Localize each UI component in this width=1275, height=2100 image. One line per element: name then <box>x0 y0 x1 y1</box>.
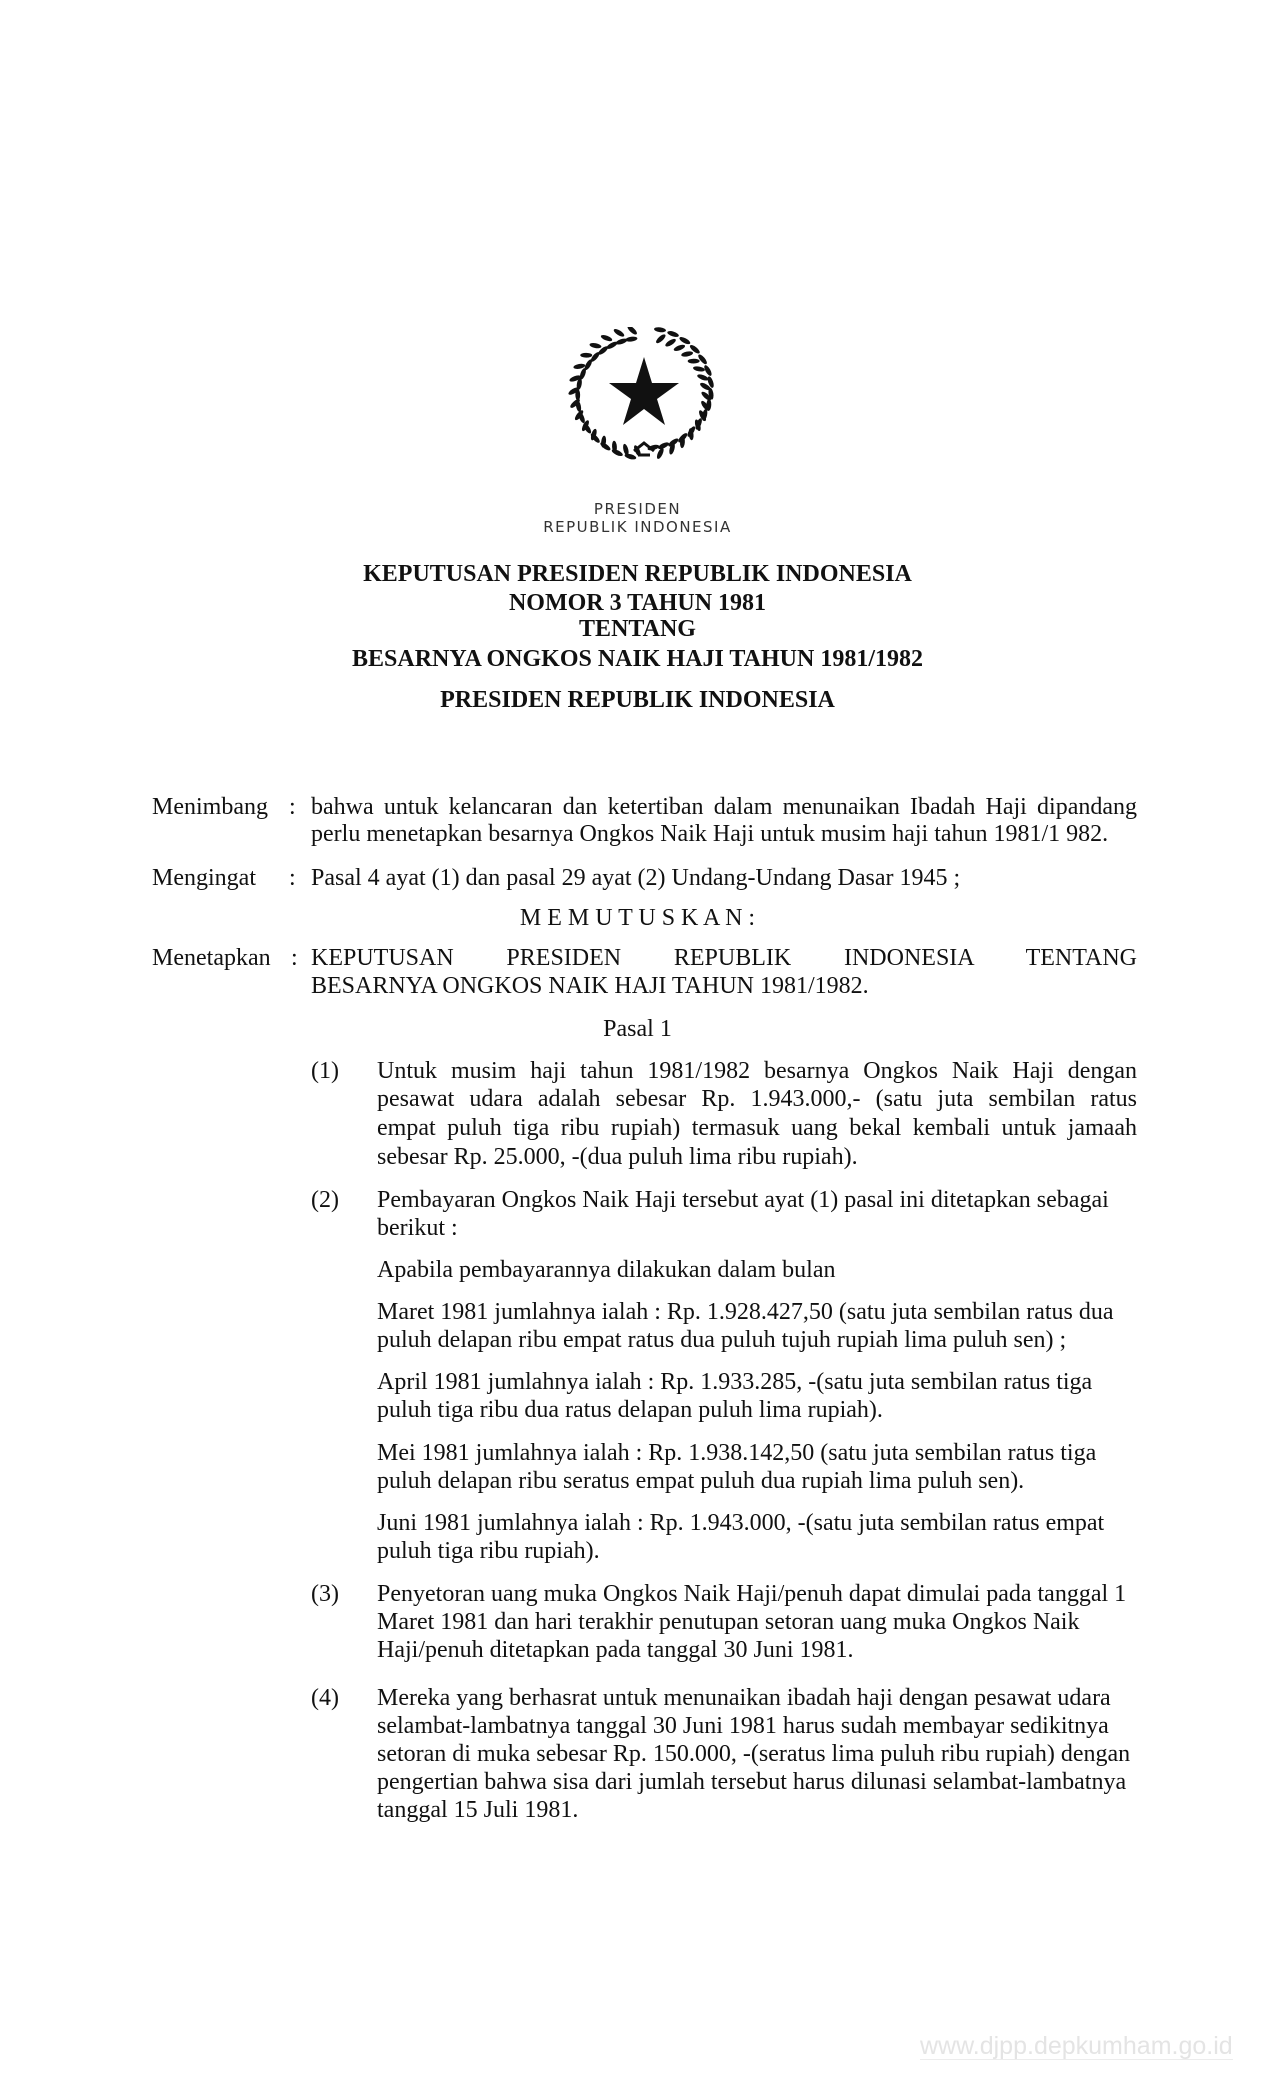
schedule-april-line: puluh tiga ribu dua ratus delapan puluh lima rupiah). <box>377 1397 883 1423</box>
title-line-2: NOMOR 3 TAHUN 1981 <box>508 590 767 616</box>
wreath-leaf <box>667 330 680 338</box>
ayat-3-number: (3) <box>311 1581 339 1607</box>
ayat-3-line: Penyetoran uang muka Ongkos Naik Haji/penuh dapat dimulai pada tanggal 1 <box>377 1581 1127 1607</box>
mengingat-text-line: Pasal 4 ayat (1) dan pasal 29 ayat (2) Undang-Undang Dasar 1945 ; <box>311 865 961 891</box>
ayat-1-line: sebesar Rp. 25.000, -(dua puluh lima ribu rupiah). <box>377 1144 858 1170</box>
ayat-4-line: Mereka yang berhasrat untuk menunaikan ibadah haji dengan pesawat udara <box>377 1685 1111 1711</box>
ayat-1-line: Untuk musim haji tahun 1981/1982 besarnya Ongkos Naik Haji dengan <box>377 1058 1137 1084</box>
ayat-1-line: pesawat udara adalah sebesar Rp. 1.943.000,- (satu juta sembilan ratus <box>377 1086 1137 1112</box>
wreath-leaf <box>678 336 691 346</box>
wreath-leaf <box>673 343 686 352</box>
menetapkan-text-line: BESARNYA ONGKOS NAIK HAJI TAHUN 1981/1982. <box>311 973 869 999</box>
seal-caption-line-2: REPUBLIK INDONESIA <box>543 518 732 536</box>
wreath-leaf <box>580 353 592 358</box>
ayat-1-number: (1) <box>311 1058 339 1084</box>
wreath-leaf <box>600 334 613 343</box>
ayat-3-line: Haji/penuh ditetapkan pada tanggal 30 Juni 1981. <box>377 1637 854 1663</box>
schedule-mei-line: puluh delapan ribu seratus empat puluh dua rupiah lima puluh sen). <box>377 1468 1025 1494</box>
ayat-4-line: setoran di muka sebesar Rp. 150.000, -(seratus lima puluh ribu rupiah) dengan <box>377 1741 1131 1767</box>
watermark-link: www.djpp.depkumham.go.id <box>920 2032 1233 2060</box>
menimbang-colon: : <box>289 794 296 820</box>
title-line-3: TENTANG <box>579 616 696 642</box>
wreath-leaf <box>654 327 667 333</box>
wreath-leaf <box>626 327 638 336</box>
title-line-4: BESARNYA ONGKOS NAIK HAJI TAHUN 1981/1982 <box>352 646 923 672</box>
wreath-leaf <box>664 337 677 347</box>
wreath-leaf <box>693 366 706 373</box>
title-line-1: KEPUTUSAN PRESIDEN REPUBLIK INDONESIA <box>363 561 912 587</box>
mengingat-colon: : <box>289 865 296 891</box>
wreath-leaf <box>688 359 700 364</box>
star-icon <box>609 357 679 425</box>
ayat-4-line: tanggal 15 Juli 1981. <box>377 1797 579 1823</box>
schedule-mei-line: Mei 1981 jumlahnya ialah : Rp. 1.938.142,50 (satu juta sembilan ratus tiga <box>377 1440 1097 1466</box>
wreath-leaf <box>625 336 638 342</box>
schedule-maret-line: puluh delapan ribu empat ratus dua puluh tujuh rupiah lima puluh sen) ; <box>377 1327 1067 1353</box>
menimbang-label: Menimbang <box>152 794 268 820</box>
schedule-april-line: April 1981 jumlahnya ialah : Rp. 1.933.285, -(satu juta sembilan ratus tiga <box>377 1369 1093 1395</box>
wreath-leaf <box>681 351 694 358</box>
wreath-leaf <box>697 353 708 365</box>
issuer-heading: PRESIDEN REPUBLIK INDONESIA <box>440 687 835 713</box>
schedule-juni-line: Juni 1981 jumlahnya ialah : Rp. 1.943.000, -(satu juta sembilan ratus empat <box>377 1510 1105 1536</box>
ayat-4-line: pengertian bahwa sisa dari jumlah tersebut harus dilunasi selambat-lambatnya <box>377 1769 1127 1795</box>
menimbang-text-line: bahwa untuk kelancaran dan ketertiban dalam menunaikan Ibadah Haji dipandang <box>311 794 1137 820</box>
wreath-leaf <box>589 342 602 349</box>
menimbang-text-line: perlu menetapkan besarnya Ongkos Naik Haji untuk musim haji tahun 1981/1 982. <box>311 821 1109 847</box>
wreath-leaf <box>615 337 628 345</box>
menetapkan-label: Menetapkan <box>152 945 271 971</box>
wreath-leaf <box>613 328 626 338</box>
mengingat-label: Mengingat <box>152 865 256 891</box>
ayat-2-number: (2) <box>311 1187 339 1213</box>
schedule-juni-line: puluh tiga ribu rupiah). <box>377 1538 600 1564</box>
ayat-4-number: (4) <box>311 1685 339 1711</box>
ayat-1-line: empat puluh tiga ribu rupiah) termasuk uang bekal kembali untuk jamaah <box>377 1115 1137 1141</box>
wreath-leaf <box>696 373 709 382</box>
ayat-2-line: berikut : <box>377 1215 458 1241</box>
wreath-leaf <box>706 399 711 411</box>
ayat-3-line: Maret 1981 dan hari terakhir penutupan setoran uang muka Ongkos Naik <box>377 1609 1080 1635</box>
wreath-leaf <box>655 333 667 345</box>
menetapkan-colon: : <box>291 945 298 971</box>
ayat-2-intro: Apabila pembayarannya dilakukan dalam bulan <box>377 1257 836 1283</box>
seal-caption-line-1: PRESIDEN <box>593 500 682 518</box>
memutuskan-heading: M E M U T U S K A N : <box>519 905 756 931</box>
schedule-maret-line: Maret 1981 jumlahnya ialah : Rp. 1.928.427,50 (satu juta sembilan ratus dua <box>377 1299 1114 1325</box>
ayat-2-line: Pembayaran Ongkos Naik Haji tersebut ayat (1) pasal ini ditetapkan sebagai <box>377 1187 1109 1213</box>
ayat-4-line: selambat-lambatnya tanggal 30 Juni 1981 harus sudah membayar sedikitnya <box>377 1713 1109 1739</box>
pasal-1-heading: Pasal 1 <box>603 1016 672 1042</box>
presidential-seal-icon <box>568 327 720 465</box>
menetapkan-text-line: KEPUTUSAN PRESIDEN REPUBLIK INDONESIA TENTANG <box>311 945 1137 971</box>
